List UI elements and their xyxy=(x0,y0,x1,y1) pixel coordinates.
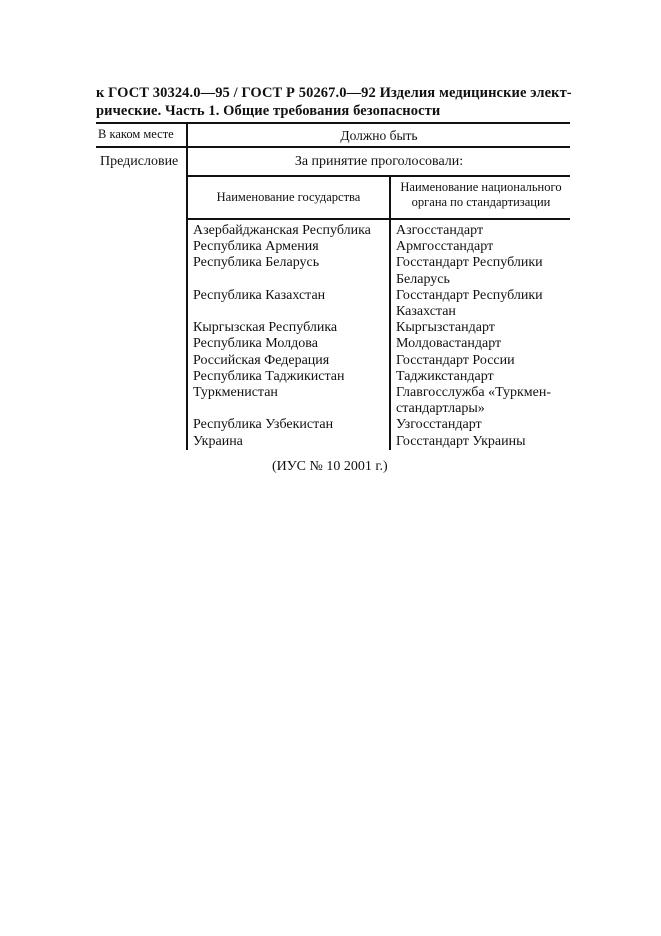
table-top-rule xyxy=(96,122,570,124)
national-body-name: Таджикстандарт xyxy=(396,368,494,384)
amendment-heading xyxy=(96,84,576,120)
national-body-name: Армгосстандарт xyxy=(396,239,494,255)
national-body-name: Беларусь xyxy=(396,271,450,287)
national-body-name: Узгосстандарт xyxy=(396,417,482,433)
column-header-where: В каком месте xyxy=(98,127,174,141)
state-name: Республика Армения xyxy=(193,239,319,255)
national-body-name: Госстандарт Украины xyxy=(396,433,526,449)
state-name: Российская Федерация xyxy=(193,352,330,368)
state-name: Республика Беларусь xyxy=(193,255,320,271)
national-body-name: Госстандарт Республики xyxy=(396,255,543,271)
national-body-name: Молдовастандарт xyxy=(396,336,502,352)
subheader-national-body xyxy=(391,180,571,210)
national-body-name: Кыргызстандарт xyxy=(396,320,495,336)
national-bodies-list xyxy=(396,223,551,450)
subheader-body-line-1: Наименование национального xyxy=(400,180,562,194)
table-header-rule xyxy=(96,146,570,148)
ius-reference: (ИУС № 10 2001 г.) xyxy=(272,459,388,474)
national-body-name: Казахстан xyxy=(396,304,456,320)
state-name xyxy=(193,304,371,320)
state-name xyxy=(193,401,371,417)
subtable-header-rule xyxy=(188,218,570,220)
national-body-name: Азгосстандарт xyxy=(396,223,484,238)
national-body-name: Госстандарт Республики xyxy=(396,287,543,303)
subtable-top-rule xyxy=(188,175,570,177)
state-name: Республика Узбекистан xyxy=(193,417,334,433)
subheader-state-name xyxy=(188,190,389,205)
row-location-label: Предисловие xyxy=(100,154,179,169)
subtable-divider xyxy=(389,175,391,450)
state-name: Республика Таджикистан xyxy=(193,368,345,384)
state-name: Туркменистан xyxy=(193,385,278,400)
column-divider xyxy=(186,122,188,450)
heading-line-2: рические. Часть 1. Общие требования безопасности xyxy=(96,103,441,119)
national-body-name: Госстандарт России xyxy=(396,352,515,368)
voted-title: За принятие проголосовали: xyxy=(294,154,464,169)
column-header-should-be: Должно быть xyxy=(340,128,418,143)
state-name: Кыргызская Республика xyxy=(193,320,338,336)
national-body-name: Главгосслужба «Туркмен- xyxy=(396,385,552,401)
states-list xyxy=(193,223,371,450)
state-name xyxy=(193,272,371,288)
subheader-body-line-2: органа по стандартизации xyxy=(411,195,551,209)
state-name: Республика Казахстан xyxy=(193,287,326,303)
state-name: Украина xyxy=(193,433,243,449)
subheader-state-text: Наименование государства xyxy=(216,190,361,204)
state-name: Азербайджанская Республика xyxy=(193,223,371,238)
national-body-name: стандартлары» xyxy=(396,401,485,417)
state-name: Республика Молдова xyxy=(193,336,318,352)
heading-line-1: к ГОСТ 30324.0—95 / ГОСТ Р 50267.0—92 Изделия медицинские элект- xyxy=(96,85,572,101)
